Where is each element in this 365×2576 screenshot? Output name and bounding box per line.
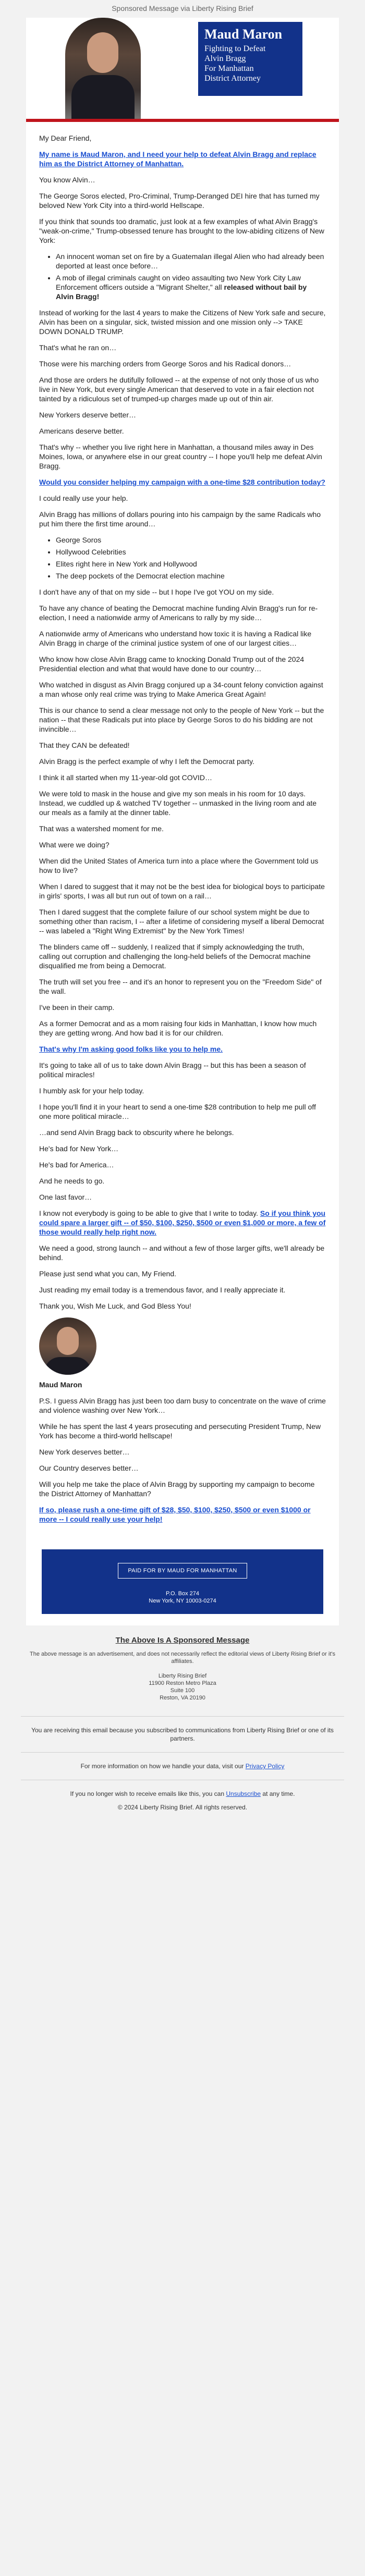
paragraph: I think it all started when my 11-year-old got COVID… [39,773,212,782]
list-item: • Hollywood Celebrities [56,547,326,557]
tagline-line: For Manhattan [204,64,254,73]
email-body [26,18,339,1625]
donors-list [39,535,326,581]
privacy-text: For more information on how we handle your data, visit our [80,1762,246,1770]
intro-donate-link[interactable]: My name is Maud Maron, and I need your help to defeat Alvin Bragg and replace him as the District Attorney of Manhattan. [39,150,317,168]
paragraph: That they CAN be defeated! [39,741,130,749]
donate-28-link[interactable]: Would you consider helping my campaign with a one-time $28 contribution today? [39,478,325,486]
paragraph: He's bad for New York… [39,1144,119,1153]
tagline-line: Alvin Bragg [204,54,246,63]
avatar-body [44,1357,91,1375]
paragraph: …and send Alvin Bragg back to obscurity where he belongs. [39,1128,234,1137]
signature-avatar [39,1317,96,1375]
signature-name: Maud Maron [39,1381,82,1389]
privacy-notice [21,1762,344,1770]
crime-examples-list [39,252,326,301]
avatar-face [57,1327,79,1355]
paragraph [39,1209,326,1237]
paragraph: One last favor… [39,1193,92,1201]
paragraph: You know Alvin… [39,176,95,184]
ps-paragraph: P.S. I guess Alvin Bragg has just been too darn busy to concentrate on the wave of crime and violence washing over New York… [39,1397,326,1414]
footer-divider [21,1752,344,1753]
list-item: • Elites right here in New York and Hollywood [56,559,326,569]
brand-address-line: Reston, VA 20190 [160,1695,205,1701]
sponsored-title: The Above Is A Sponsored Message [115,1636,250,1645]
paragraph: Those were his marching orders from George Soros and his Radical donors… [39,360,291,368]
ps-paragraph: Will you help me take the place of Alvin Bragg by supporting my campaign to become the District Attorney of Manhattan? [39,1480,315,1498]
header-tagline [204,44,296,83]
paragraph: It's going to take all of us to take down Alvin Bragg -- but this has been a season of political miracles! [39,1061,306,1079]
paragraph: The George Soros elected, Pro-Criminal, Trump-Deranged DEI hire that has turned my beloved New York City into a third-world Hellscape. [39,192,320,209]
paragraph: We were told to mask in the house and give my son meals in his room for 10 days. Instead, we cuddled up & watched TV together -- unmasked in the living room and ate our meals as a family at the dinner table. [39,790,317,817]
paragraph: That's what he ran on… [39,343,117,352]
footer-notice [21,1726,344,1811]
unsubscribe-text: If you no longer wish to receive emails like this, you can [70,1790,226,1797]
address-line: P.O. Box 274 [165,1591,199,1597]
paragraph: I hope you'll find it in your heart to send a one-time $28 contribution to help me pull off one more political miracle… [39,1103,316,1120]
tagline-line: District Attorney [204,74,261,83]
unsubscribe-link[interactable]: Unsubscribe [226,1790,261,1797]
paragraph: Who know how close Alvin Bragg came to knocking Donald Trump out of the 2024 Presidential election and what that would have done to our country… [39,655,305,673]
paragraph: New Yorkers deserve better… [39,411,136,419]
paragraph: Who watched in disgust as Alvin Bragg conjured up a 34-count felony conviction against a man whose only real crime was trying to Make America Great Again! [39,681,323,698]
list-item-bold: released without bail by Alvin Bragg! [56,283,307,301]
portrait-blazer [71,75,135,122]
ps-paragraph: Our Country deserves better… [39,1464,139,1472]
paragraph: I could really use your help. [39,494,128,502]
ps-paragraph: New York deserves better… [39,1448,130,1456]
paragraph: A nationwide army of Americans who understand how toxic it is having a Radical like Alvin Bragg in charge of the criminal justice system of one of our largest cities… [39,630,312,647]
unsubscribe-text-end: at any time. [261,1790,295,1797]
paid-for-address [42,1590,323,1605]
paragraph: The truth will set you free -- and it's an honor to represent you on the "Freedom Side" of the wall. [39,978,322,995]
paragraph: That's why -- whether you live right here in Manhattan, a thousand miles away in Des Moines, Iowa, or anywhere else in our great country -- I hope you'll help me defeat Alvin Bragg. [39,443,322,470]
list-item: • The deep pockets of the Democrat election machine [56,571,326,581]
paragraph: Please just send what you can, My Friend. [39,1269,177,1278]
ps-paragraph: While he has spent the last 4 years prosecuting and persecuting President Trump, New York has become a third-world hellscape! [39,1422,321,1440]
paragraph: That was a watershed moment for me. [39,824,164,833]
paragraph: We need a good, strong launch -- and without a few of those larger gifts, we'll already be behind. [39,1244,325,1262]
tagline-line: Fighting to Defeat [204,44,266,53]
header-name: Maud Maron [204,27,283,42]
larger-gift-link[interactable]: So if you think you could spare a larger gift -- of $50, $100, $250, $500 or even $1,000 or more, a few of those would really help right now. [39,1209,326,1236]
paragraph: When I dared to suggest that it may not be the best idea for biological boys to participate in girls' sports, I was all but run out of town on a rail… [39,882,325,900]
paragraph: I don't have any of that on my side -- but I hope I've got YOU on my side. [39,588,274,596]
list-item: • An innocent woman set on fire by a Guatemalan illegal Alien who had already been deported at least once before… [56,252,326,270]
portrait-face [87,32,118,73]
paragraph: Alvin Bragg is the perfect example of why I left the Democrat party. [39,757,254,766]
paragraph: He's bad for America… [39,1161,114,1169]
brand-address-block [21,1672,344,1702]
paragraph: Alvin Bragg has millions of dollars pouring into his campaign by the same Radicals who put him there the first time around… [39,510,321,528]
subscription-notice: You are receiving this email because you subscribed to communications from Liberty Rising Brief or one of its partners. [31,1727,334,1742]
header-title-box [198,22,302,96]
unsubscribe-notice [21,1790,344,1798]
paragraph: And he needs to go. [39,1177,105,1185]
paid-for-label: PAID FOR BY MAUD FOR MANHATTAN [118,1563,247,1579]
brand-address-line: Suite 100 [170,1687,195,1694]
paragraph: When did the United States of America turn into a place where the Government told us how to live? [39,857,319,874]
paragraph: I've been in their camp. [39,1003,115,1012]
list-item-text: A mob of illegal criminals caught on video assaulting two New York City Law Enforcement officers outside a "Migrant Shelter," all [56,274,301,291]
paragraph: Instead of working for the last 4 years to make the Citizens of New York safe and secure, Alvin has been on a singular, sick, twisted mission and one mission only --> TAKE DOWN DONALD TRUMP. [39,309,326,336]
footer-divider [21,1716,344,1717]
paragraph: This is our chance to send a clear message not only to the people of New York -- but the nation -- that these Radicals put into place by George Soros to do his bidding are not invincible… [39,706,324,733]
brand-address-line: 11900 Reston Metro Plaza [149,1680,216,1686]
candidate-portrait [65,18,141,122]
footer-disclaimer: The above message is an advertisement, and does not necessarily reflect the editorial views of Liberty Rising Brief or it's affiliates. [30,1651,335,1665]
paragraph: As a former Democrat and as a mom raising four kids in Manhattan, I know how much they are getting wrong. And how bad it is for our children. [39,1019,317,1037]
header-banner [26,18,339,122]
paragraph: What were we doing? [39,841,110,849]
ps-donate-link[interactable]: If so, please rush a one-time gift of $28, $50, $100, $250, $500 or even $1000 or more -- I could really use your help! [39,1506,311,1523]
paragraph: If you think that sounds too dramatic, just look at a few examples of what Alvin Bragg's "weak-on-crime," Trump-obsessed tenure has brought to the low-abiding citizens of New York: [39,217,324,244]
privacy-policy-link[interactable]: Privacy Policy [245,1762,285,1770]
paid-for-block [42,1549,323,1614]
paragraph: Then I dared suggest that the complete failure of our school system might be due to something other than racism, I -- after a lifetime of considering myself a liberal Democrat -- was labeled a "Right Wing Extremist" by the New York Times! [39,908,324,935]
header-divider [26,119,339,122]
paragraph: Just reading my email today is a tremendous favor, and I really appreciate it. [39,1286,286,1294]
copyright: © 2024 Liberty Rising Brief. All rights reserved. [117,1804,248,1811]
paragraph: To have any chance of beating the Democrat machine funding Alvin Bragg's run for re-election, I need a nationwide army of Americans to rally by my side… [39,604,318,622]
help-me-link[interactable]: That's why I'm asking good folks like you to help me. [39,1045,223,1053]
paragraph: Thank you, Wish Me Luck, and God Bless You! [39,1302,191,1310]
greeting: My Dear Friend, [39,134,92,142]
paragraph: The blinders came off -- suddenly, I realized that if simply acknowledging the truth, calling out corruption and challenging the long-held beliefs of the Democrat machine disqualified me from being a Democrat. [39,943,311,970]
brand-name: Liberty Rising Brief [158,1673,207,1679]
list-item: • George Soros [56,535,326,545]
paragraph: I humbly ask for your help today. [39,1087,144,1095]
list-item [56,273,326,301]
address-line: New York, NY 10003-0274 [149,1598,216,1604]
paragraph: Americans deserve better. [39,427,124,435]
sponsored-topline: Sponsored Message via Liberty Rising Brief [112,4,253,13]
letter-content [26,122,339,1536]
paragraph: And those are orders he dutifully followed -- at the expense of not only those of us who live in New York, but every single American that deserved to vote in a fair election not tainted by a ridiculous set of trumped-up charges made up out of thin air. [39,376,319,403]
footer [0,1625,365,1832]
paragraph-text: I know not everybody is going to be able to give that I write to today. [39,1209,260,1217]
